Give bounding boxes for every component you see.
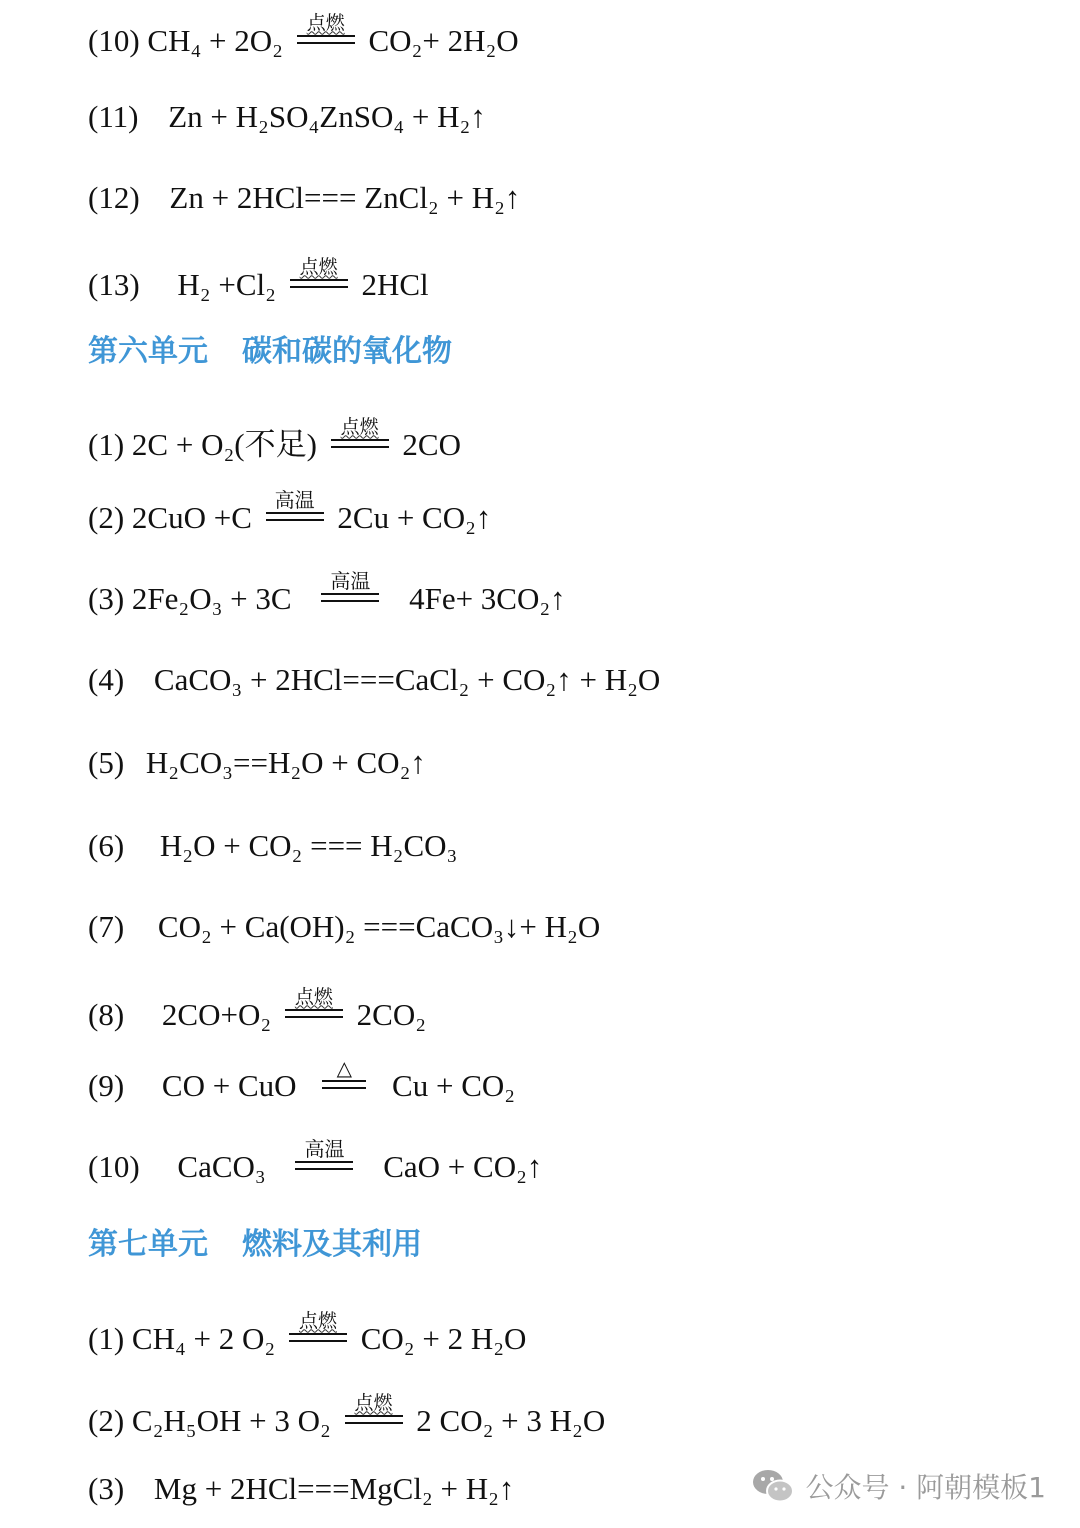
equation-number: (13): [88, 266, 140, 302]
equation-number: (3): [88, 580, 125, 616]
equation-line: [88, 177, 520, 213]
double-line: [297, 35, 355, 44]
condition-label: 高温: [330, 569, 371, 594]
reactants: H₂ +Cl₂: [177, 266, 276, 302]
equation-number: (6): [88, 827, 125, 863]
products: Cu + CO₂: [392, 1067, 516, 1103]
reactants: CH₄ + 2O₂: [147, 22, 283, 58]
reaction-condition: [345, 1393, 403, 1424]
unit-title: 碳和碳的氧化物: [242, 334, 452, 369]
equation-number: (1): [88, 1320, 125, 1356]
double-line: [295, 1161, 353, 1170]
double-line: [322, 1080, 366, 1089]
reaction-condition: [322, 1058, 366, 1089]
double-line: [331, 439, 389, 448]
products: 2 CO₂ + 3 H₂O: [416, 1402, 606, 1438]
wechat-icon: [751, 1467, 795, 1505]
reaction-condition: [297, 13, 355, 44]
reaction-condition: [331, 417, 389, 448]
condition-label: 点燃: [299, 256, 338, 279]
equation-line: [88, 1468, 514, 1504]
equation-line: [88, 1056, 516, 1103]
products: 2HCl: [361, 266, 429, 302]
equation-text: CaCO₃ + 2HCl===CaCl₂ + CO₂↑ + H₂O: [153, 661, 661, 697]
reactants: 2C + O₂(不足): [131, 426, 317, 462]
condition-label: 点燃: [340, 416, 379, 439]
reaction-condition: [289, 1311, 347, 1342]
reactants: CO + CuO: [161, 1067, 297, 1103]
unit-title: 燃料及其利用: [242, 1227, 422, 1262]
equation-line: [88, 256, 429, 302]
double-line: [289, 1333, 347, 1342]
equation-number: (4): [88, 661, 125, 697]
equation-line: [88, 659, 660, 695]
equation-line: [88, 569, 566, 616]
equation-number: (7): [88, 908, 125, 944]
equation-number: (2): [88, 1402, 125, 1438]
equation-line: [88, 12, 519, 58]
equation-text: H₂O + CO₂ === H₂CO₃: [159, 827, 458, 863]
equation-line: [88, 1310, 527, 1356]
equation-line: [88, 906, 600, 942]
equation-text: CO₂ + Ca(OH)₂ ===CaCO₃↓+ H₂O: [157, 908, 601, 944]
double-line: [285, 1009, 343, 1018]
equation-number: (11): [88, 98, 139, 134]
double-line: [321, 593, 379, 602]
condition-label: 点燃: [294, 986, 333, 1009]
reactants: C₂H₅OH + 3 O₂: [131, 1402, 331, 1438]
products: CaO + CO₂↑: [383, 1148, 543, 1184]
condition-label: 点燃: [354, 1392, 393, 1415]
section-heading-unit6: [88, 334, 452, 370]
products: 2CO₂: [356, 996, 427, 1032]
equation-number: (10): [88, 1148, 140, 1184]
products: CO₂+ 2H₂O: [368, 22, 519, 58]
section-heading-unit7: [88, 1227, 422, 1263]
products: 2CO: [402, 426, 461, 462]
equation-number: (12): [88, 179, 140, 215]
equation-number: (9): [88, 1067, 125, 1103]
products: 4Fe+ 3CO₂↑: [409, 580, 566, 616]
unit-number: 第七单元: [88, 1227, 208, 1262]
equation-text: Zn + H₂SO₄ZnSO₄ + H₂↑: [168, 98, 486, 134]
equation-number: (3): [88, 1470, 125, 1506]
double-line: [290, 279, 348, 288]
double-line: [266, 512, 324, 521]
reaction-condition: [321, 571, 379, 602]
reaction-condition: [285, 987, 343, 1018]
equation-line: [88, 825, 457, 861]
condition-label: 点燃: [306, 12, 345, 35]
reactants: 2CO+O₂: [161, 996, 272, 1032]
reaction-condition: [266, 490, 324, 521]
watermark: [751, 1466, 1046, 1506]
equation-line: [88, 742, 426, 778]
equation-number: (10): [88, 22, 140, 58]
equation-line: [88, 488, 492, 535]
condition-label: 高温: [274, 488, 315, 513]
double-line: [345, 1415, 403, 1424]
reaction-condition: [290, 257, 348, 288]
reactants: CaCO₃: [177, 1148, 266, 1184]
equation-text: H₂CO₃==H₂O + CO₂↑: [145, 744, 426, 780]
condition-label: 点燃: [298, 1310, 337, 1333]
products: 2Cu + CO₂↑: [337, 499, 492, 535]
unit-number: 第六单元: [88, 334, 208, 369]
reaction-condition: [295, 1139, 353, 1170]
equation-number: (5): [88, 744, 125, 780]
equation-number: (2): [88, 499, 125, 535]
equation-line: [88, 1392, 606, 1438]
products: CO₂ + 2 H₂O: [360, 1320, 527, 1356]
reactants: CH₄ + 2 O₂: [131, 1320, 276, 1356]
equation-line: [88, 96, 486, 132]
equation-line: [88, 1137, 543, 1184]
equation-line: [88, 416, 461, 462]
equation-number: (1): [88, 426, 125, 462]
reactants: 2Fe₂O₃ + 3C: [131, 580, 292, 616]
equation-text: Mg + 2HCl===MgCl₂ + H₂↑: [153, 1470, 515, 1506]
watermark-text: 公众号 · 阿朝模板1: [805, 1471, 1046, 1504]
equation-line: [88, 986, 427, 1032]
equation-text: Zn + 2HCl=== ZnCl₂ + H₂↑: [169, 179, 521, 215]
condition-label: 高温: [304, 1137, 345, 1162]
equation-number: (8): [88, 996, 125, 1032]
reactants: 2CuO +C: [131, 499, 252, 535]
heat-triangle-icon: △: [336, 1056, 352, 1081]
